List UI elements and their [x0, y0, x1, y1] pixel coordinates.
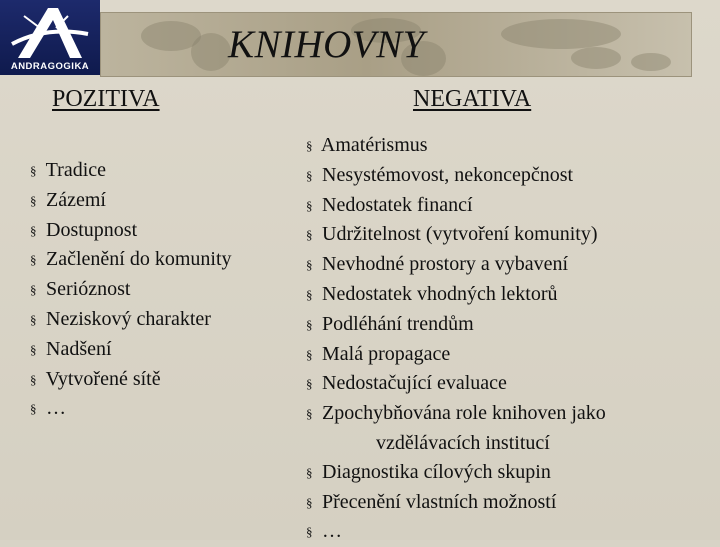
bullet-icon: § — [306, 286, 313, 302]
list-item: § Udržitelnost (vytvoření komunity) — [306, 220, 606, 250]
bullet-icon: § — [306, 376, 313, 392]
list-item: § Serióznost — [30, 275, 232, 305]
negative-list — [306, 131, 606, 547]
bullet-icon: § — [30, 192, 37, 208]
andragogika-logo — [0, 0, 100, 75]
list-item: § Podléhání trendům — [306, 310, 606, 340]
bullet-icon: § — [306, 524, 313, 540]
negative-heading: NEGATIVA — [413, 86, 532, 112]
bullet-icon: § — [30, 222, 37, 238]
list-item: § Nadšení — [30, 335, 232, 365]
bullet-icon: § — [30, 311, 37, 327]
list-item: § Zpochybňována role knihoven jako — [306, 399, 606, 429]
list-item: § Dostupnost — [30, 216, 232, 246]
bullet-icon: § — [30, 282, 37, 298]
list-item: § Nedostačující evaluace — [306, 369, 606, 399]
andragogika-logo-icon — [10, 4, 90, 62]
bullet-icon: § — [30, 371, 37, 387]
logo-text: ANDRAGOGIKA — [10, 61, 90, 72]
bullet-icon: § — [306, 494, 313, 510]
bullet-icon: § — [306, 257, 313, 273]
bullet-icon: § — [306, 167, 313, 183]
bullet-icon: § — [306, 316, 313, 332]
list-item: § … — [30, 394, 232, 424]
list-item: § Malá propagace — [306, 340, 606, 370]
list-item: § Amatérismus — [306, 131, 606, 161]
list-item: § Neziskový charakter — [30, 305, 232, 335]
bullet-icon: § — [30, 163, 37, 178]
list-item: § Přecenění vlastních možností — [306, 488, 606, 518]
list-item: § Zázemí — [30, 186, 232, 216]
list-item: § Nedostatek financí — [306, 191, 606, 221]
bullet-icon: § — [306, 138, 313, 153]
bullet-icon: § — [306, 227, 313, 243]
list-item: § Začlenění do komunity — [30, 245, 232, 275]
page-title: KNIHOVNY — [228, 23, 425, 66]
positive-heading: POZITIVA — [52, 86, 160, 112]
list-item: § Nesystémovost, nekoncepčnost — [306, 161, 606, 191]
bullet-icon: § — [306, 464, 313, 480]
list-item: § Vytvořené sítě — [30, 365, 232, 395]
bullet-icon: § — [306, 406, 313, 422]
bullet-icon: § — [30, 252, 37, 268]
list-item: § Tradice — [30, 156, 232, 186]
list-item: § Nevhodné prostory a vybavení — [306, 250, 606, 280]
bullet-icon: § — [306, 197, 313, 213]
bullet-icon: § — [30, 401, 37, 417]
list-item: § … — [306, 517, 606, 547]
list-item: § Nedostatek vhodných lektorů — [306, 280, 606, 310]
positive-list — [30, 156, 232, 424]
bullet-icon: § — [30, 341, 37, 357]
bullet-icon: § — [306, 346, 313, 362]
list-item: § Diagnostika cílových skupin — [306, 458, 606, 488]
list-item-continuation: vzdělávacích institucí — [376, 431, 550, 454]
